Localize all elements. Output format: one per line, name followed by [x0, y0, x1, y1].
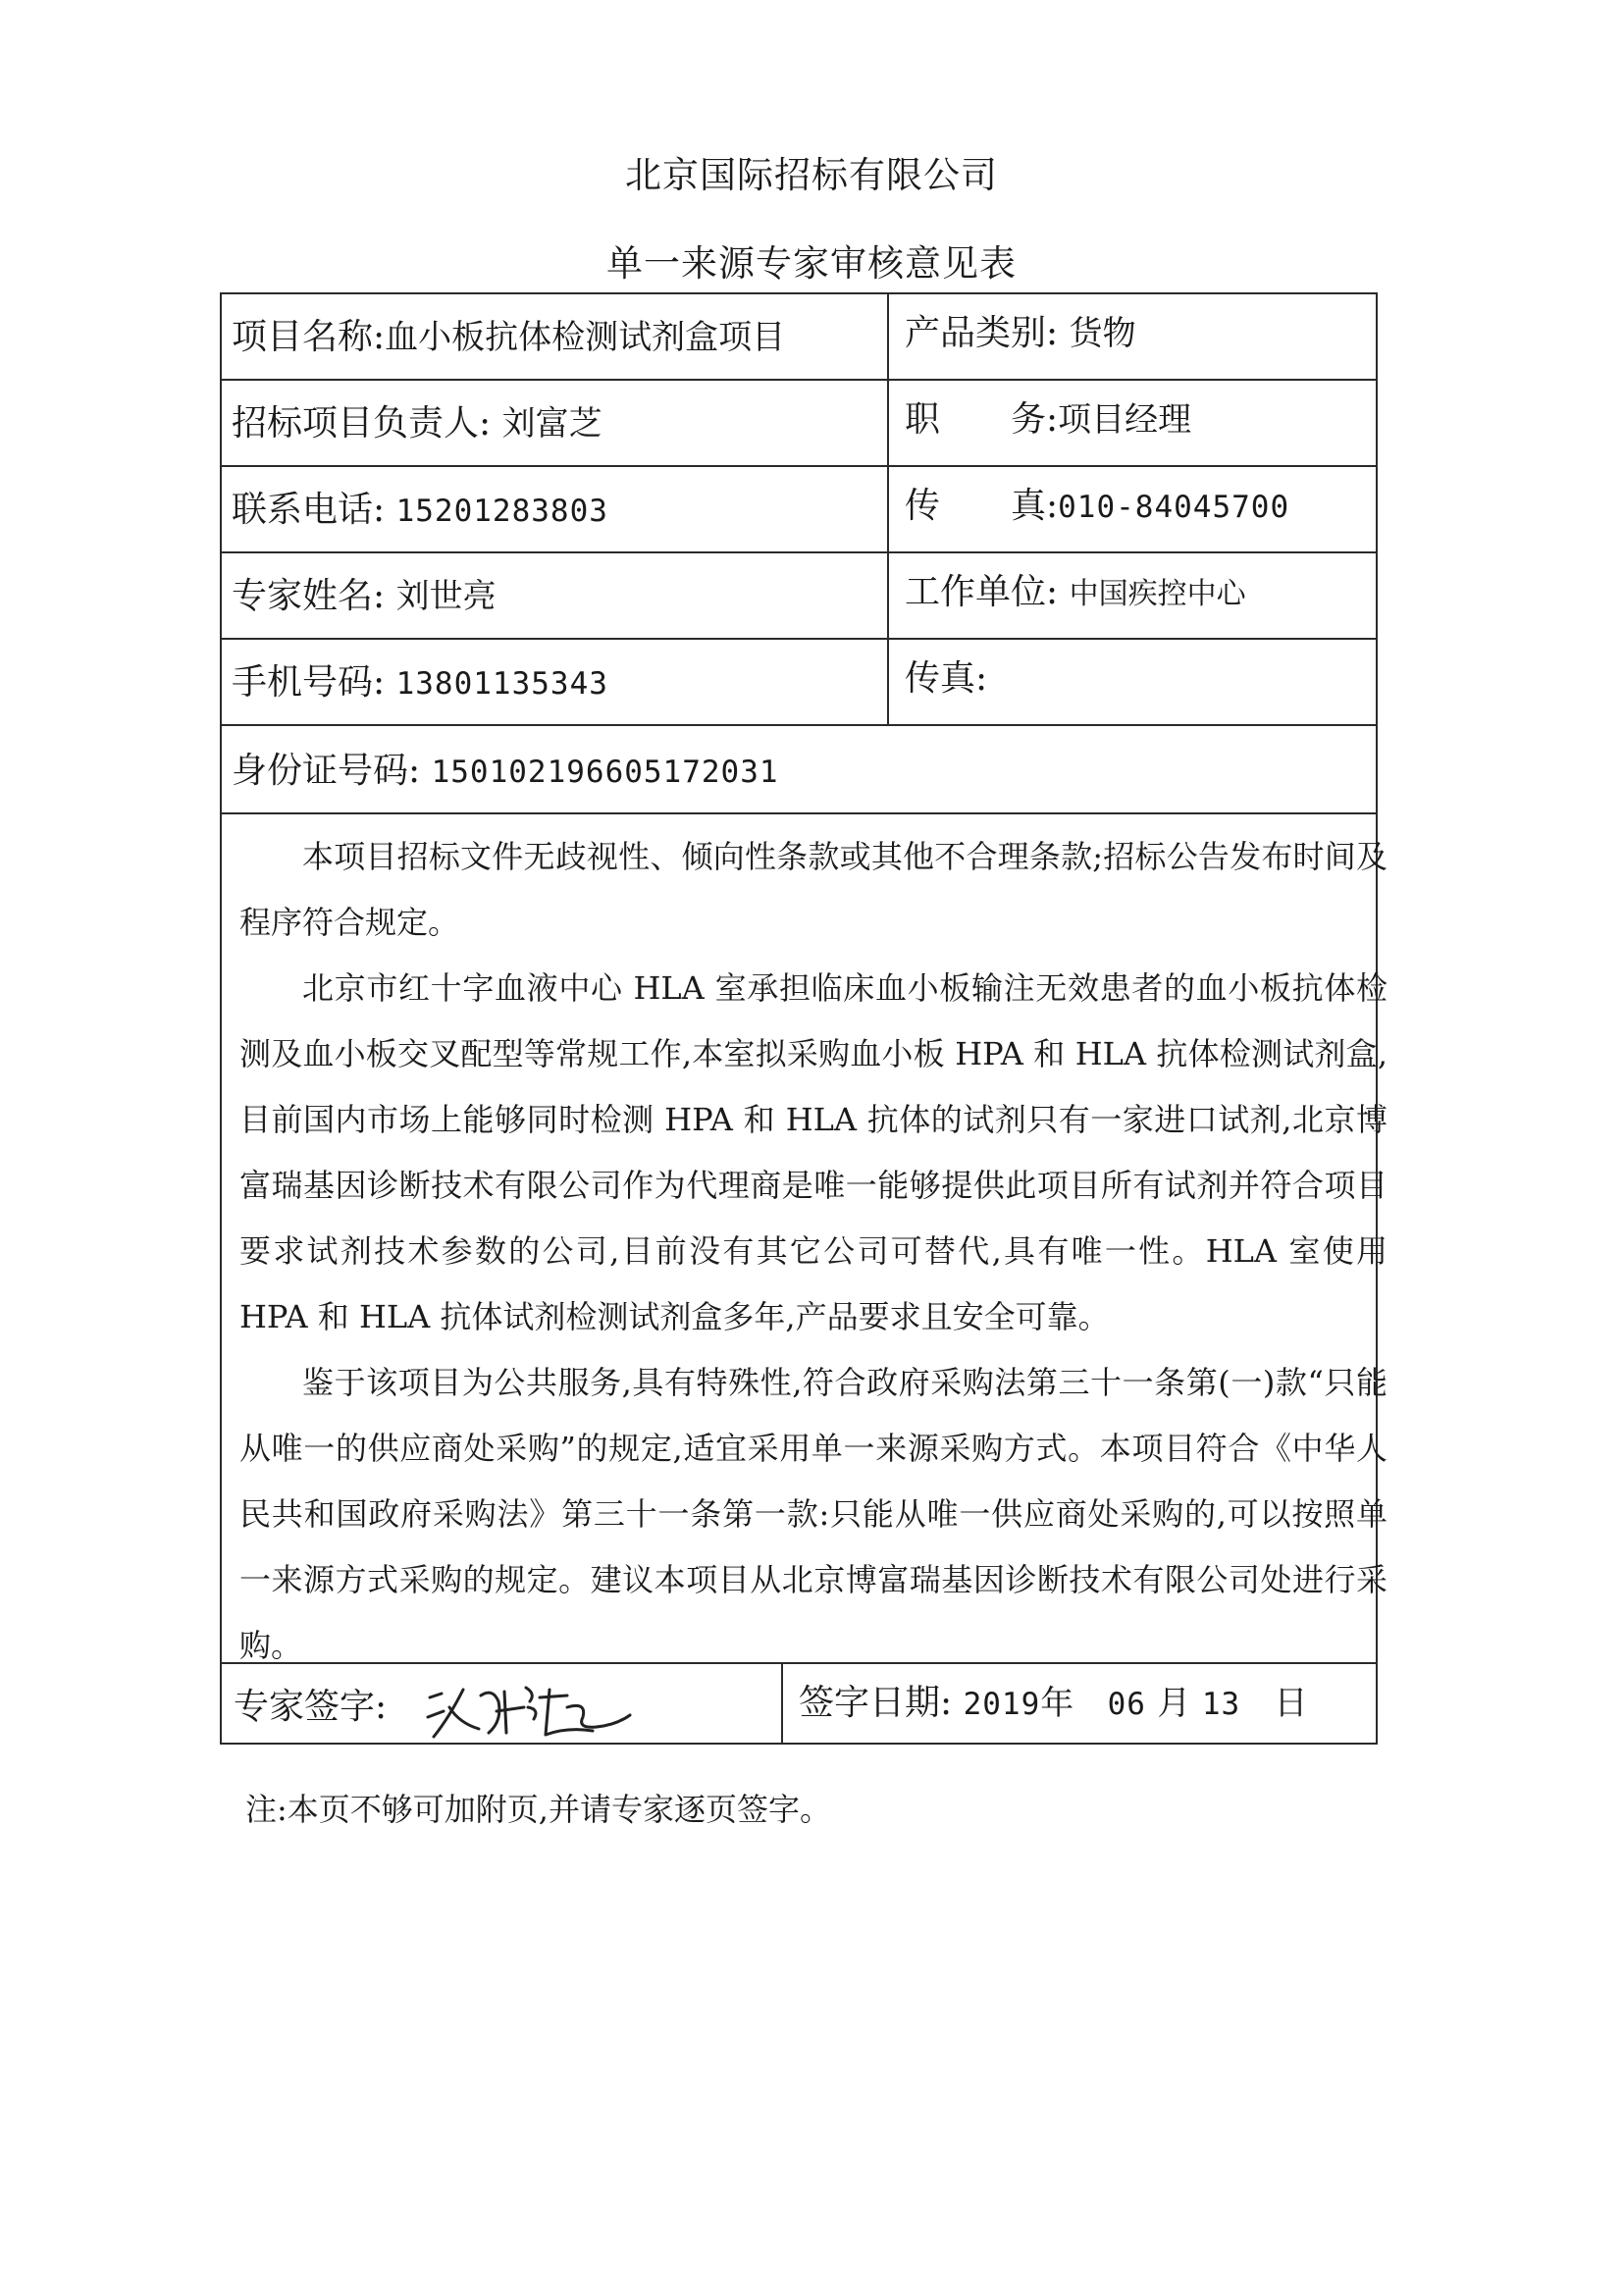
manager-label: 招标项目负责人:	[232, 403, 492, 444]
sign-date-label: 签字日期:	[799, 1683, 953, 1723]
position-label: 职 务:	[905, 399, 1059, 440]
expert-name-label: 专家姓名:	[232, 576, 386, 616]
organization-title: 北京国际招标有限公司	[625, 154, 998, 196]
expert-name-value: 刘世亮	[395, 577, 497, 616]
expert-fax-field	[905, 657, 987, 701]
id-number-field	[232, 750, 779, 794]
table-border-bottom	[220, 1743, 1378, 1745]
sign-date-field	[799, 1682, 1308, 1726]
row-divider	[220, 724, 1378, 726]
row-divider	[220, 465, 1378, 467]
phone-value: 15201283803	[395, 494, 608, 529]
opinion-paragraph: 本项目招标文件无歧视性、倾向性条款或其他不合理条款;招标公告发布时间及程序符合规定。	[239, 838, 1387, 941]
opinion-paragraph: 鉴于该项目为公共服务,具有特殊性,符合政府采购法第三十一条第(一)款“只能从唯一的供应商处采购”的规定,适宜采用单一来源采购方式。本项目符合《中华人民共和国政府采购法》第三十一条第一款:只能从唯一供应商处采购的,可以按照单一来源方式采购的规定。建议本项目从北京博富瑞基因诊断技术有限公司处进行采购。	[239, 1364, 1387, 1664]
fax-field	[905, 485, 1289, 529]
sign-month-unit: 月	[1157, 1684, 1191, 1723]
expert-name-field	[232, 575, 497, 618]
mobile-value: 13801135343	[395, 666, 608, 702]
phone-label: 联系电话:	[232, 490, 386, 530]
form-title: 单一来源专家审核意见表	[606, 242, 1017, 285]
manager-value: 刘富芝	[501, 404, 602, 444]
position-field	[905, 398, 1191, 442]
id-number-label: 身份证号码:	[232, 751, 421, 791]
sign-day-unit: 日	[1274, 1684, 1308, 1723]
project-name-field	[232, 316, 785, 359]
expert-signature-label: 专家签字:	[234, 1687, 388, 1727]
position-value: 项目经理	[1058, 400, 1192, 440]
manager-field	[232, 402, 602, 445]
project-name-value: 血小板抗体检测试剂盒项目	[385, 318, 786, 357]
row-divider	[220, 379, 1378, 381]
table-border-left	[220, 292, 222, 1745]
work-unit-label: 工作单位:	[905, 572, 1059, 612]
work-unit-value: 中国疾控中心	[1069, 577, 1246, 611]
mobile-label: 手机号码:	[232, 662, 386, 703]
mobile-field	[232, 661, 608, 705]
column-divider	[887, 292, 889, 724]
fax-label: 传 真:	[905, 486, 1059, 526]
product-category-label: 产品类别:	[905, 313, 1059, 353]
opinion-paragraph: 北京市红十字血液中心 HLA 室承担临床血小板输注无效患者的血小板抗体检测及血小板交叉配型等常规工作,本室拟采购血小板 HPA 和 HLA 抗体检测试剂盒,目前国内市场上能够同时检测 HPA 和 HLA 抗体的试剂只有一家进口试剂,北京博富瑞基因诊断技术有限公司作为代理商是唯一能够提供此项目所有试剂并符合项目要求试剂技术参数的公司,目前没有其它公司可替代,具有唯一性。HLA 室使用 HPA 和 HLA 抗体试剂检测试剂盒多年,产品要求且安全可靠。	[239, 969, 1387, 1335]
row-divider	[220, 551, 1378, 553]
fax-value: 010-84045700	[1058, 490, 1290, 525]
work-unit-field	[905, 571, 1246, 616]
product-category-field	[905, 312, 1136, 355]
sign-day: 13	[1201, 1687, 1241, 1722]
row-divider	[220, 638, 1378, 640]
sign-year-unit: 年	[1040, 1684, 1074, 1723]
project-name-label: 项目名称:	[232, 317, 386, 357]
product-category-value: 货物	[1069, 314, 1136, 353]
handwritten-signature	[420, 1668, 655, 1747]
table-border-top	[220, 292, 1378, 294]
expert-opinion-text	[239, 824, 1387, 1679]
sign-year: 2019	[963, 1687, 1041, 1722]
footnote: 注:本页不够可加附页,并请专家逐页签字。	[245, 1791, 831, 1828]
row-divider	[220, 812, 1378, 814]
sign-month: 06	[1107, 1687, 1146, 1722]
expert-fax-label: 传真:	[905, 658, 988, 699]
phone-field	[232, 489, 608, 533]
id-number-value: 150102196605172031	[431, 755, 779, 790]
